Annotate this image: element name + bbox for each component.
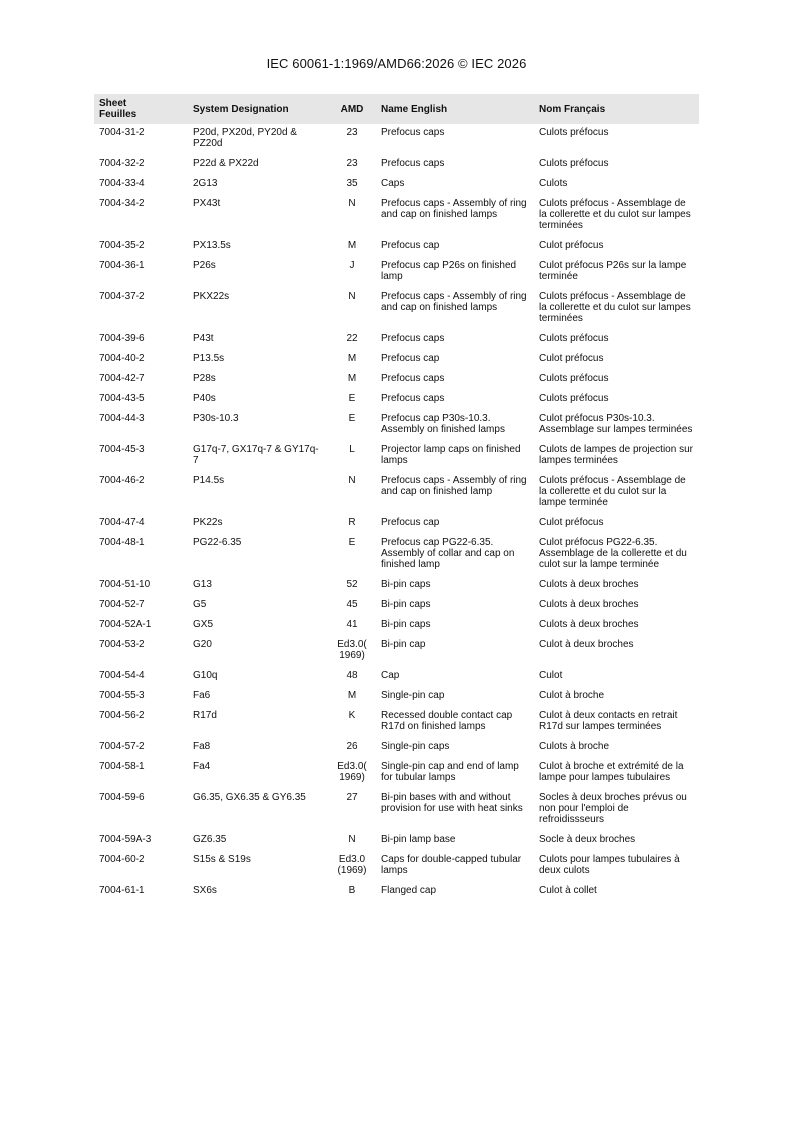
cell-nom-francais: Culot préfocus P26s sur la lampe terminée <box>539 260 687 282</box>
cell-sheet: 7004-51-10 <box>99 579 151 590</box>
page-header: IEC 60061-1:1969/AMD66:2026 © IEC 2026 <box>266 56 527 71</box>
table-row <box>94 390 699 410</box>
cell-amd: N <box>348 475 356 486</box>
cell-amd: 26 <box>346 741 358 752</box>
cell-amd: 23 <box>346 158 358 169</box>
cell-sheet: 7004-31-2 <box>99 127 145 138</box>
cell-sheet: 7004-61-1 <box>99 885 145 896</box>
cell-amd: Ed3.0 (1969) <box>337 854 367 876</box>
table-row <box>94 472 699 514</box>
cell-name-english: Prefocus cap P30s-10.3. Assembly on finished lamps <box>381 413 505 435</box>
cell-sheet: 7004-56-2 <box>99 710 145 721</box>
lamp-caps-table <box>94 94 699 902</box>
cell-nom-francais: Culot préfocus <box>539 240 604 251</box>
cell-system-designation: R17d <box>193 710 217 721</box>
cell-name-english: Single-pin cap <box>381 690 445 701</box>
cell-nom-francais: Culots de lampes de projection sur lampes terminées <box>539 444 693 466</box>
table-row <box>94 350 699 370</box>
cell-sheet: 7004-37-2 <box>99 291 145 302</box>
cell-amd: N <box>348 834 356 845</box>
table-row <box>94 707 699 738</box>
cell-amd: E <box>348 413 356 424</box>
column-header-nom-francais: Nom Français <box>539 103 606 115</box>
cell-amd: 41 <box>346 619 358 630</box>
cell-name-english: Bi-pin cap <box>381 639 426 650</box>
cell-sheet: 7004-34-2 <box>99 198 145 209</box>
cell-system-designation: P20d, PX20d, PY20d & PZ20d <box>193 127 297 149</box>
table-row <box>94 195 699 237</box>
cell-system-designation: P26s <box>193 260 216 271</box>
table-row <box>94 514 699 534</box>
cell-nom-francais: Culots préfocus - Assemblage de la collerette et du culot sur lampes terminées <box>539 198 691 231</box>
cell-sheet: 7004-55-3 <box>99 690 145 701</box>
cell-system-designation: S15s & S19s <box>193 854 251 865</box>
cell-nom-francais: Culots à deux broches <box>539 599 639 610</box>
cell-system-designation: Fa4 <box>193 761 211 772</box>
cell-name-english: Single-pin cap and end of lamp for tubular lamps <box>381 761 519 783</box>
cell-nom-francais: Culot à broche <box>539 690 605 701</box>
table-row <box>94 616 699 636</box>
cell-system-designation: GX5 <box>193 619 214 630</box>
cell-nom-francais: Culots préfocus - Assemblage de la collerette et du culot sur la lampe terminée <box>539 475 686 508</box>
cell-amd: M <box>347 690 357 701</box>
cell-system-designation: G5 <box>193 599 207 610</box>
table-row <box>94 636 699 667</box>
cell-amd: M <box>347 373 357 384</box>
cell-nom-francais: Culots préfocus - Assemblage de la collerette et du culot sur lampes terminées <box>539 291 691 324</box>
cell-nom-francais: Culots préfocus <box>539 393 609 404</box>
cell-sheet: 7004-60-2 <box>99 854 145 865</box>
cell-sheet: 7004-58-1 <box>99 761 145 772</box>
cell-sheet: 7004-32-2 <box>99 158 145 169</box>
cell-amd: B <box>348 885 356 896</box>
cell-sheet: 7004-36-1 <box>99 260 145 271</box>
cell-amd: Ed3.0( 1969) <box>337 639 367 661</box>
table-row <box>94 288 699 330</box>
cell-name-english: Prefocus caps <box>381 127 445 138</box>
cell-sheet: 7004-46-2 <box>99 475 145 486</box>
table-row <box>94 155 699 175</box>
table-row <box>94 175 699 195</box>
cell-name-english: Bi-pin caps <box>381 599 431 610</box>
table-row <box>94 576 699 596</box>
cell-name-english: Prefocus cap P26s on finished lamp <box>381 260 517 282</box>
cell-sheet: 7004-48-1 <box>99 537 145 548</box>
cell-sheet: 7004-53-2 <box>99 639 145 650</box>
cell-sheet: 7004-47-4 <box>99 517 145 528</box>
table-row <box>94 410 699 441</box>
cell-name-english: Flanged cap <box>381 885 437 896</box>
cell-name-english: Prefocus cap PG22-6.35. Assembly of collar and cap on finished lamp <box>381 537 515 570</box>
cell-sheet: 7004-35-2 <box>99 240 145 251</box>
table-body <box>94 124 699 902</box>
cell-nom-francais: Culots préfocus <box>539 333 609 344</box>
cell-nom-francais: Culots à deux broches <box>539 619 639 630</box>
cell-sheet: 7004-54-4 <box>99 670 145 681</box>
cell-amd: K <box>348 710 356 721</box>
cell-amd: Ed3.0( 1969) <box>337 761 367 783</box>
column-header-name-english: Name English <box>381 103 448 115</box>
table-row <box>94 330 699 350</box>
cell-nom-francais: Culots <box>539 178 568 189</box>
cell-nom-francais: Socle à deux broches <box>539 834 636 845</box>
cell-amd: 22 <box>346 333 358 344</box>
table-row <box>94 831 699 851</box>
table-header-row <box>94 94 699 124</box>
cell-system-designation: PX43t <box>193 198 221 209</box>
cell-sheet: 7004-42-7 <box>99 373 145 384</box>
cell-nom-francais: Culot préfocus PG22-6.35. Assemblage de la collerette et du culot sur la lampe terminée <box>539 537 687 570</box>
table-row <box>94 370 699 390</box>
cell-system-designation: 2G13 <box>193 178 218 189</box>
column-header-system-designation: System Designation <box>193 103 289 115</box>
cell-sheet: 7004-59-6 <box>99 792 145 803</box>
cell-system-designation: G13 <box>193 579 212 590</box>
table-row <box>94 758 699 789</box>
cell-name-english: Prefocus caps <box>381 158 445 169</box>
cell-system-designation: PK22s <box>193 517 223 528</box>
cell-sheet: 7004-44-3 <box>99 413 145 424</box>
table-row <box>94 882 699 902</box>
cell-amd: E <box>348 393 356 404</box>
cell-system-designation: P40s <box>193 393 216 404</box>
table-row <box>94 687 699 707</box>
cell-nom-francais: Culot à collet <box>539 885 597 896</box>
cell-system-designation: P13.5s <box>193 353 225 364</box>
cell-amd: E <box>348 537 356 548</box>
cell-name-english: Prefocus caps <box>381 333 445 344</box>
cell-name-english: Bi-pin lamp base <box>381 834 456 845</box>
cell-system-designation: PKX22s <box>193 291 230 302</box>
cell-nom-francais: Culots à broche <box>539 741 610 752</box>
cell-name-english: Caps for double-capped tubular lamps <box>381 854 522 876</box>
table-row <box>94 851 699 882</box>
cell-name-english: Bi-pin bases with and without provision for use with heat sinks <box>381 792 523 814</box>
table-row <box>94 667 699 687</box>
cell-nom-francais: Culot à broche et extrémité de la lampe pour lampes tubulaires <box>539 761 684 783</box>
cell-name-english: Caps <box>381 178 405 189</box>
cell-system-designation: P28s <box>193 373 216 384</box>
cell-nom-francais: Socles à deux broches prévus ou non pour l'emploi de refroidissseurs <box>539 792 687 825</box>
cell-sheet: 7004-52-7 <box>99 599 145 610</box>
table-row <box>94 441 699 472</box>
cell-nom-francais: Culot préfocus P30s-10.3. Assemblage sur lampes terminées <box>539 413 693 435</box>
cell-amd: J <box>349 260 355 271</box>
cell-nom-francais: Culot préfocus <box>539 353 604 364</box>
table-row <box>94 257 699 288</box>
cell-name-english: Single-pin caps <box>381 741 450 752</box>
cell-system-designation: Fa8 <box>193 741 211 752</box>
table-row <box>94 738 699 758</box>
cell-amd: N <box>348 198 356 209</box>
cell-amd: L <box>349 444 355 455</box>
cell-system-designation: G6.35, GX6.35 & GY6.35 <box>193 792 306 803</box>
cell-system-designation: P14.5s <box>193 475 225 486</box>
cell-name-english: Recessed double contact cap R17d on finished lamps <box>381 710 513 732</box>
cell-name-english: Prefocus caps - Assembly of ring and cap on finished lamp <box>381 475 527 497</box>
table-row <box>94 596 699 616</box>
cell-name-english: Prefocus cap <box>381 240 440 251</box>
cell-system-designation: SX6s <box>193 885 217 896</box>
cell-system-designation: P30s-10.3 <box>193 413 239 424</box>
table-row <box>94 237 699 257</box>
cell-name-english: Prefocus cap <box>381 353 440 364</box>
cell-sheet: 7004-45-3 <box>99 444 145 455</box>
cell-nom-francais: Culots préfocus <box>539 158 609 169</box>
cell-amd: N <box>348 291 356 302</box>
cell-name-english: Projector lamp caps on finished lamps <box>381 444 521 466</box>
cell-nom-francais: Culot à deux contacts en retrait R17d sur lampes terminées <box>539 710 678 732</box>
cell-sheet: 7004-59A-3 <box>99 834 152 845</box>
cell-sheet: 7004-33-4 <box>99 178 145 189</box>
cell-system-designation: PX13.5s <box>193 240 231 251</box>
cell-system-designation: Fa6 <box>193 690 211 701</box>
cell-system-designation: GZ6.35 <box>193 834 227 845</box>
cell-sheet: 7004-40-2 <box>99 353 145 364</box>
cell-name-english: Cap <box>381 670 400 681</box>
cell-system-designation: G10q <box>193 670 218 681</box>
cell-amd: 27 <box>346 792 358 803</box>
cell-nom-francais: Culots préfocus <box>539 373 609 384</box>
cell-amd: 48 <box>346 670 358 681</box>
cell-sheet: 7004-43-5 <box>99 393 145 404</box>
cell-nom-francais: Culots pour lampes tubulaires à deux culots <box>539 854 680 876</box>
cell-amd: M <box>347 240 357 251</box>
cell-system-designation: G17q-7, GX17q-7 & GY17q-7 <box>193 444 319 466</box>
cell-name-english: Bi-pin caps <box>381 579 431 590</box>
cell-nom-francais: Culots à deux broches <box>539 579 639 590</box>
cell-sheet: 7004-52A-1 <box>99 619 152 630</box>
table-row <box>94 789 699 831</box>
table-row <box>94 534 699 576</box>
cell-system-designation: PG22-6.35 <box>193 537 242 548</box>
cell-amd: 52 <box>346 579 358 590</box>
cell-sheet: 7004-39-6 <box>99 333 145 344</box>
cell-system-designation: P22d & PX22d <box>193 158 259 169</box>
column-header-sheet: Sheet Feuilles <box>99 98 137 120</box>
cell-amd: 23 <box>346 127 358 138</box>
cell-name-english: Prefocus caps - Assembly of ring and cap on finished lamps <box>381 198 527 220</box>
cell-amd: M <box>347 353 357 364</box>
cell-nom-francais: Culot à deux broches <box>539 639 634 650</box>
cell-nom-francais: Culot préfocus <box>539 517 604 528</box>
cell-sheet: 7004-57-2 <box>99 741 145 752</box>
table-row <box>94 124 699 155</box>
cell-system-designation: G20 <box>193 639 212 650</box>
cell-name-english: Bi-pin caps <box>381 619 431 630</box>
cell-amd: 45 <box>346 599 358 610</box>
cell-nom-francais: Culot <box>539 670 563 681</box>
cell-name-english: Prefocus caps <box>381 373 445 384</box>
cell-amd: 35 <box>346 178 358 189</box>
cell-name-english: Prefocus cap <box>381 517 440 528</box>
cell-system-designation: P43t <box>193 333 214 344</box>
cell-name-english: Prefocus caps - Assembly of ring and cap on finished lamps <box>381 291 527 313</box>
column-header-amd: AMD <box>340 103 364 115</box>
cell-name-english: Prefocus caps <box>381 393 445 404</box>
cell-amd: R <box>348 517 356 528</box>
cell-nom-francais: Culots préfocus <box>539 127 609 138</box>
